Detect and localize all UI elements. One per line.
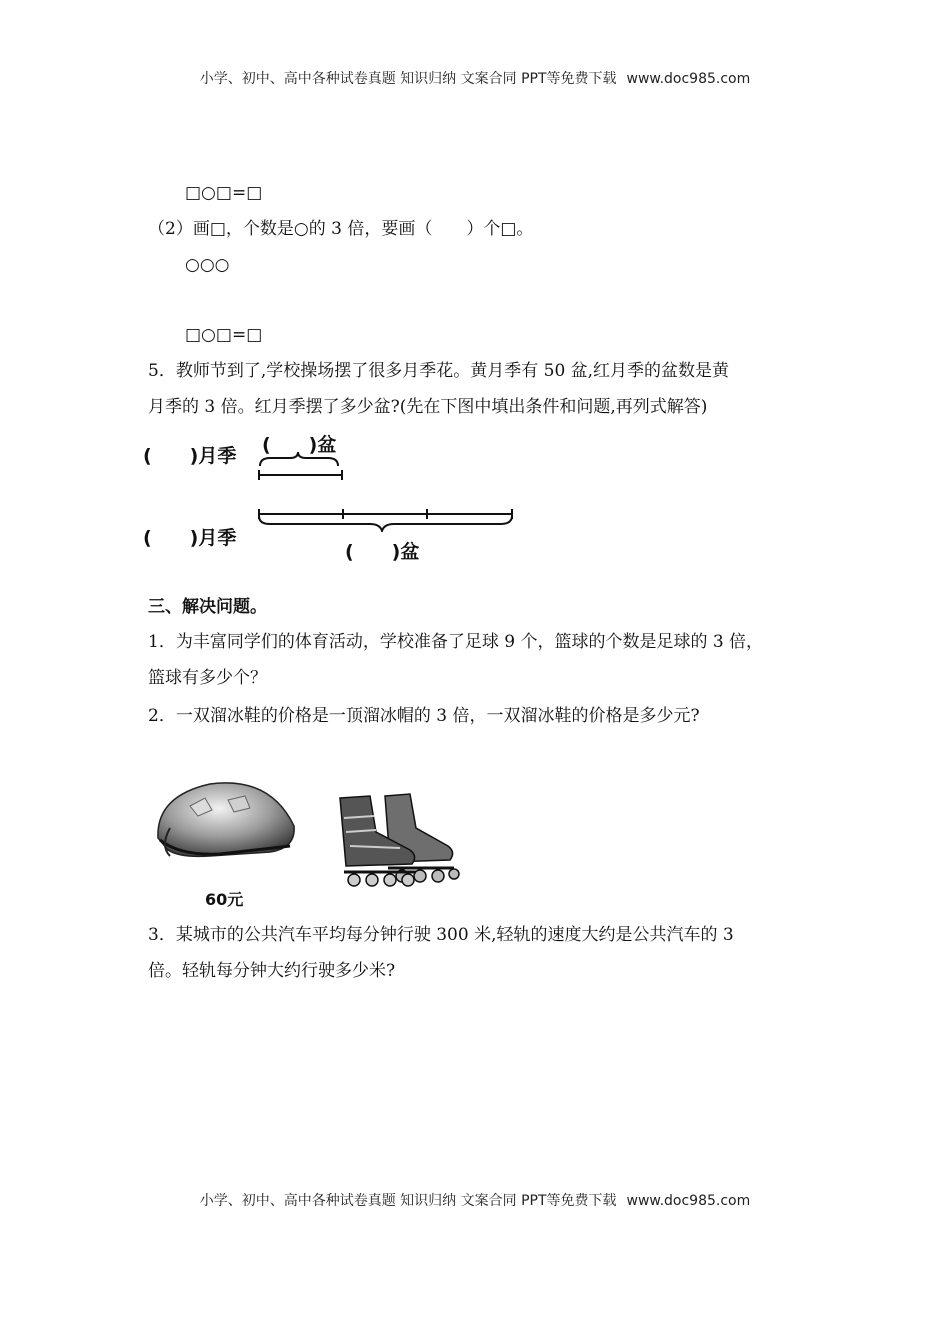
helmet-price: 60元 <box>205 890 244 909</box>
q4-circles: ○○○ <box>185 255 230 275</box>
q5-line-2: 月季的 3 倍。红月季摆了多少盆?(先在下图中填出条件和问题,再列式解答) <box>148 397 708 417</box>
problem-1-line-1: 1．为丰富同学们的体育活动，学校准备了足球 9 个，篮球的个数是足球的 3 倍， <box>148 632 764 652</box>
header-text: 小学、初中、高中各种试卷真题 知识归纳 文案合同 PPT等免费下载 <box>199 71 617 87</box>
problem-3-line-2: 倍。轻轨每分钟大约行驶多少米? <box>148 961 396 981</box>
problem-2: 2．一双溜冰鞋的价格是一顶溜冰帽的 3 倍，一双溜冰鞋的价格是多少元? <box>148 706 700 726</box>
footer-text: 小学、初中、高中各种试卷真题 知识归纳 文案合同 PPT等免费下载 <box>199 1193 617 1209</box>
segment-diagram <box>250 452 520 532</box>
section-3-title: 三、解决问题。 <box>148 597 267 617</box>
diagram-row1-top-label: ( )盆 <box>262 434 337 456</box>
page-footer <box>0 1190 950 1210</box>
problem-1-line-2: 篮球有多少个？ <box>148 668 267 688</box>
header-url[interactable]: www.doc985.com <box>626 71 751 87</box>
problem-3-line-1: 3．某城市的公共汽车平均每分钟行驶 300 米,轻轨的速度大约是公共汽车的 3 <box>148 925 734 945</box>
diagram-row1-label: ( )月季 <box>143 445 237 467</box>
diagram-row2-label: ( )月季 <box>143 527 237 549</box>
roller-skates-image <box>330 788 462 888</box>
q4-part-2: （2）画□，个数是○的 3 倍，要画（ ）个□。 <box>148 219 534 239</box>
q4-formula-1: □○□=□ <box>185 183 263 203</box>
q4-formula-2: □○□=□ <box>185 325 263 345</box>
footer-url[interactable]: www.doc985.com <box>626 1193 751 1209</box>
row1-brace <box>260 452 338 466</box>
q5-line-1: 5．教师节到了,学校操场摆了很多月季花。黄月季有 50 盆,红月季的盆数是黄 <box>148 361 730 381</box>
row2-brace <box>259 516 512 531</box>
diagram-row2-bottom-label: ( )盆 <box>345 541 420 563</box>
helmet-image <box>150 776 300 876</box>
page-header <box>0 68 950 88</box>
